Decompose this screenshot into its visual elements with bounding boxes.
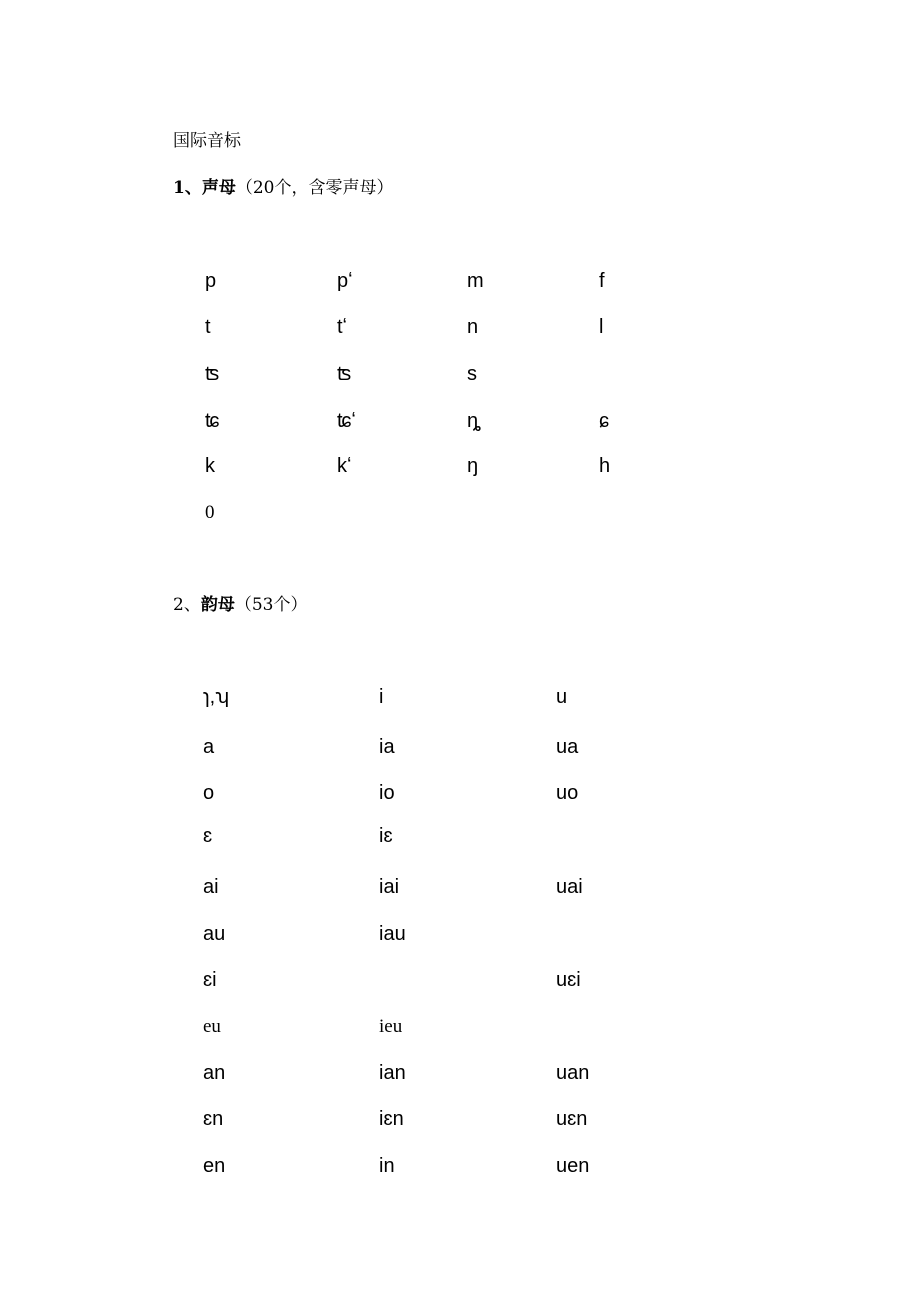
initial-symbol: ʨʻ xyxy=(337,410,356,432)
final-symbol: iɛ xyxy=(379,825,393,847)
final-symbol: a xyxy=(203,736,215,758)
final-symbol: ieu xyxy=(379,1016,403,1037)
final-symbol: ai xyxy=(203,876,219,898)
initial-symbol: h xyxy=(599,455,611,477)
initial-symbol: ɕ xyxy=(599,410,609,432)
initials-heading-number: 1、 xyxy=(173,178,202,198)
initial-symbol-zero: 0 xyxy=(205,502,215,523)
initial-symbol: t xyxy=(205,316,211,338)
initial-symbol: n xyxy=(467,316,479,338)
finals-heading-number: 2、 xyxy=(173,595,201,615)
initial-symbol: pʻ xyxy=(337,270,353,292)
final-symbol: ua xyxy=(556,736,579,758)
final-symbol: uai xyxy=(556,876,583,898)
initial-symbol: p xyxy=(205,270,217,292)
finals-heading-label: 韵母 xyxy=(200,595,235,615)
final-symbol: ɛ xyxy=(203,825,213,847)
initial-symbol: l xyxy=(599,316,604,338)
final-symbol: eu xyxy=(203,1016,221,1037)
final-symbol: au xyxy=(203,923,226,945)
initial-symbol: s xyxy=(467,363,477,385)
initial-symbol: tʻ xyxy=(337,316,347,338)
finals-heading-note: （53个） xyxy=(234,595,308,615)
final-symbol: uo xyxy=(556,782,579,804)
final-symbol: uɛn xyxy=(556,1108,588,1130)
initial-symbol: kʻ xyxy=(337,455,352,477)
final-symbol: iɛn xyxy=(379,1108,404,1130)
initial-symbol: ʦ xyxy=(337,363,352,385)
final-symbol: ɛi xyxy=(203,969,217,991)
final-symbol: ɿ,ʮ xyxy=(203,686,229,708)
initial-symbol: f xyxy=(599,270,605,292)
final-symbol: uan xyxy=(556,1062,590,1084)
initials-heading xyxy=(173,177,393,199)
final-symbol: ian xyxy=(379,1062,406,1084)
initial-symbol: ʦ xyxy=(205,363,220,385)
initial-symbol: ȵ xyxy=(467,410,481,432)
final-symbol: an xyxy=(203,1062,226,1084)
initials-heading-label: 声母 xyxy=(201,178,236,198)
initials-heading-note: （20个，含零声母） xyxy=(235,178,394,198)
final-symbol: ɛn xyxy=(203,1108,224,1130)
finals-heading xyxy=(173,594,307,616)
final-symbol: iau xyxy=(379,923,406,945)
final-symbol: en xyxy=(203,1155,226,1177)
final-symbol: io xyxy=(379,782,395,804)
final-symbol: uɛi xyxy=(556,969,581,991)
final-symbol: iai xyxy=(379,876,400,898)
initial-symbol: k xyxy=(205,455,215,477)
final-symbol: uen xyxy=(556,1155,590,1177)
document-title: 国际音标 xyxy=(173,131,241,151)
final-symbol: ia xyxy=(379,736,395,758)
final-symbol: in xyxy=(379,1155,395,1177)
initial-symbol: m xyxy=(467,270,484,292)
initial-symbol: ŋ xyxy=(467,455,479,477)
final-symbol: o xyxy=(203,782,215,804)
initial-symbol: ʨ xyxy=(205,410,220,432)
final-symbol: i xyxy=(379,686,384,708)
final-symbol: u xyxy=(556,686,568,708)
